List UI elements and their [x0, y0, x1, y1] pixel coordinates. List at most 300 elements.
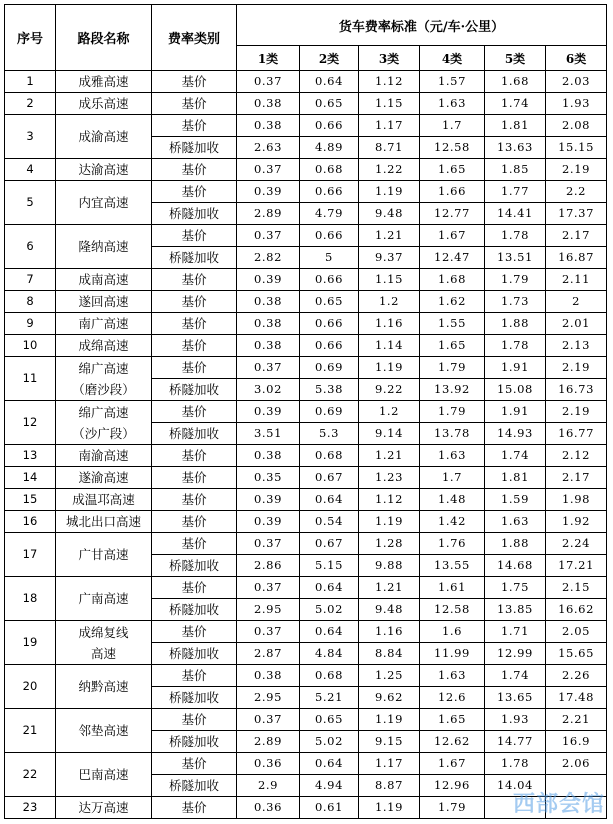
table-row [5, 467, 607, 489]
road-name [56, 159, 152, 181]
fee-type-base: 基价 [152, 753, 237, 775]
rate-cell: 0.36 [237, 797, 300, 819]
rate-cell: 1.85 [485, 159, 546, 181]
rate-cell: 1.67 [420, 753, 485, 775]
rate-cell [546, 797, 607, 819]
road-name [56, 511, 152, 533]
road-name-line-2: 高速 [90, 645, 116, 661]
rate-cell: 0.67 [300, 467, 359, 489]
rate-cell: 0.36 [237, 753, 300, 775]
table-row [5, 115, 607, 137]
rate-cell: 1.12 [359, 71, 420, 93]
rate-cell: 2.2 [546, 181, 607, 203]
header-row [5, 5, 607, 46]
rate-cell: 13.92 [420, 379, 485, 401]
road-name [56, 181, 152, 225]
rate-cell: 1.93 [485, 709, 546, 731]
rate-cell: 2.24 [546, 533, 607, 555]
rate-cell: 2.89 [237, 203, 300, 225]
row-index: 9 [5, 313, 56, 335]
rate-cell: 1.65 [420, 159, 485, 181]
table-row [5, 577, 607, 599]
table-row [5, 71, 607, 93]
rate-cell: 14.93 [485, 423, 546, 445]
rate-cell: 1.81 [485, 115, 546, 137]
rate-cell: 0.38 [237, 115, 300, 137]
rate-cell: 0.64 [300, 489, 359, 511]
rate-cell: 0.39 [237, 489, 300, 511]
rate-cell: 1.63 [420, 665, 485, 687]
row-index: 21 [5, 709, 56, 753]
rate-cell: 2.26 [546, 665, 607, 687]
road-name-line: 纳黔高速 [78, 679, 129, 694]
rate-cell: 1.78 [485, 225, 546, 247]
rate-cell: 0.65 [300, 291, 359, 313]
rate-cell: 1.92 [546, 511, 607, 533]
rate-cell: 12.99 [485, 643, 546, 665]
rate-cell: 0.68 [300, 159, 359, 181]
rate-cell: 1.59 [485, 489, 546, 511]
rate-cell: 12.47 [420, 247, 485, 269]
fee-type-base: 基价 [152, 489, 237, 511]
road-name [56, 467, 152, 489]
row-index: 3 [5, 115, 56, 159]
rate-cell: 0.67 [300, 533, 359, 555]
table-row [5, 665, 607, 687]
rate-cell: 14.68 [485, 555, 546, 577]
rate-cell: 13.55 [420, 555, 485, 577]
rate-cell: 2.9 [237, 775, 300, 797]
row-index: 13 [5, 445, 56, 467]
rate-cell: 1.19 [359, 511, 420, 533]
header-class-4: 4类 [420, 46, 485, 71]
rate-cell: 1.28 [359, 533, 420, 555]
rate-cell: 1.6 [420, 621, 485, 643]
fee-type-base: 基价 [152, 225, 237, 247]
rate-cell: 0.65 [300, 709, 359, 731]
rate-cell: 2.15 [546, 577, 607, 599]
fee-type-bridge: 桥隧加收 [152, 423, 237, 445]
header-class-5: 5类 [485, 46, 546, 71]
rate-cell: 1.15 [359, 269, 420, 291]
table-row [5, 159, 607, 181]
rate-cell: 9.48 [359, 599, 420, 621]
road-name-line: 南渝高速 [78, 448, 129, 463]
rate-cell: 0.66 [300, 181, 359, 203]
fee-type-bridge: 桥隧加收 [152, 731, 237, 753]
rate-cell: 0.66 [300, 335, 359, 357]
rate-cell: 2.63 [237, 137, 300, 159]
rate-cell: 15.65 [546, 643, 607, 665]
rate-cell: 0.38 [237, 313, 300, 335]
rate-cell: 8.84 [359, 643, 420, 665]
rate-cell: 1.55 [420, 313, 485, 335]
rate-cell: 2.19 [546, 357, 607, 379]
fee-type-base: 基价 [152, 709, 237, 731]
rate-cell: 15.15 [546, 137, 607, 159]
fee-type-base: 基价 [152, 621, 237, 643]
rate-cell: 2.08 [546, 115, 607, 137]
table-row [5, 181, 607, 203]
fee-type-base: 基价 [152, 115, 237, 137]
rate-cell: 2.05 [546, 621, 607, 643]
rate-cell: 0.37 [237, 577, 300, 599]
rate-cell: 1.98 [546, 489, 607, 511]
rate-cell: 1.15 [359, 93, 420, 115]
row-index: 17 [5, 533, 56, 577]
fee-type-base: 基价 [152, 181, 237, 203]
rate-cell: 0.37 [237, 533, 300, 555]
rate-cell: 0.66 [300, 313, 359, 335]
fee-type-base: 基价 [152, 467, 237, 489]
road-name [56, 357, 152, 401]
rate-cell: 1.42 [420, 511, 485, 533]
road-name-line: 达渝高速 [78, 162, 129, 177]
rate-cell: 1.91 [485, 401, 546, 423]
rate-cell: 16.77 [546, 423, 607, 445]
rate-cell: 1.76 [420, 533, 485, 555]
rate-cell: 5.15 [300, 555, 359, 577]
road-name-line: 隆纳高速 [78, 239, 129, 254]
road-name [56, 71, 152, 93]
rate-cell: 5.21 [300, 687, 359, 709]
road-name-line: 遂回高速 [78, 294, 129, 309]
rate-cell: 1.63 [420, 445, 485, 467]
rate-cell: 13.63 [485, 137, 546, 159]
fee-type-base: 基价 [152, 269, 237, 291]
rate-cell: 1.67 [420, 225, 485, 247]
rate-cell: 14.04 [485, 775, 546, 797]
rate-cell: 14.41 [485, 203, 546, 225]
rate-cell: 12.58 [420, 137, 485, 159]
rate-cell: 1.79 [485, 269, 546, 291]
rate-cell: 2.13 [546, 335, 607, 357]
rate-cell: 9.37 [359, 247, 420, 269]
road-name [56, 577, 152, 621]
road-name-line: 绵广高速 [78, 360, 129, 376]
fee-type-bridge: 桥隧加收 [152, 643, 237, 665]
fee-type-base: 基价 [152, 335, 237, 357]
rate-cell: 1.81 [485, 467, 546, 489]
road-name-line: 成雅高速 [78, 74, 129, 89]
rate-cell: 17.48 [546, 687, 607, 709]
rate-cell: 0.65 [300, 93, 359, 115]
rate-cell: 0.38 [237, 445, 300, 467]
road-name-line-2: （磨沙段） [72, 381, 135, 397]
rate-cell: 1.79 [420, 357, 485, 379]
rate-cell: 2.01 [546, 313, 607, 335]
rate-cell: 1.74 [485, 665, 546, 687]
road-name [56, 335, 152, 357]
rate-cell: 0.61 [300, 797, 359, 819]
road-name-line-2: （沙广段） [72, 425, 135, 441]
rate-cell: 16.9 [546, 731, 607, 753]
rate-cell: 1.78 [485, 335, 546, 357]
fee-type-bridge: 桥隧加收 [152, 555, 237, 577]
rate-cell: 5.3 [300, 423, 359, 445]
rate-cell: 0.66 [300, 115, 359, 137]
fee-type-bridge: 桥隧加收 [152, 379, 237, 401]
rate-cell: 1.66 [420, 181, 485, 203]
row-index: 23 [5, 797, 56, 819]
rate-cell: 0.37 [237, 71, 300, 93]
road-name-line: 成绵复线 [78, 624, 129, 640]
rate-cell: 1.68 [420, 269, 485, 291]
header-class-3: 3类 [359, 46, 420, 71]
row-index: 11 [5, 357, 56, 401]
rate-cell: 17.21 [546, 555, 607, 577]
rate-cell: 9.48 [359, 203, 420, 225]
table-row [5, 621, 607, 643]
rate-cell: 1.65 [420, 709, 485, 731]
rate-cell: 1.19 [359, 357, 420, 379]
rate-cell: 1.23 [359, 467, 420, 489]
road-name-line: 广甘高速 [78, 547, 129, 562]
rate-cell: 12.96 [420, 775, 485, 797]
fee-type-bridge: 桥隧加收 [152, 137, 237, 159]
rate-cell: 1.12 [359, 489, 420, 511]
rate-cell: 0.38 [237, 93, 300, 115]
table-row [5, 489, 607, 511]
watermark-logo: 西部会馆 [512, 792, 605, 817]
header-rate-group: 货车费率标准（元/车·公里） [237, 5, 607, 46]
rate-cell: 1.57 [420, 71, 485, 93]
rate-cell: 1.16 [359, 313, 420, 335]
header-fee-type: 费率类别 [152, 5, 237, 71]
rate-cell: 1.78 [485, 753, 546, 775]
row-index: 16 [5, 511, 56, 533]
row-index: 6 [5, 225, 56, 269]
fee-type-bridge: 桥隧加收 [152, 247, 237, 269]
rate-cell: 1.21 [359, 577, 420, 599]
road-name-line: 遂渝高速 [78, 470, 129, 485]
fee-type-base: 基价 [152, 577, 237, 599]
road-name-line: 成乐高速 [78, 96, 129, 111]
rate-cell: 12.58 [420, 599, 485, 621]
row-index: 22 [5, 753, 56, 797]
row-index: 4 [5, 159, 56, 181]
rate-cell: 0.69 [300, 401, 359, 423]
table-row [5, 335, 607, 357]
rate-cell: 4.84 [300, 643, 359, 665]
row-index: 19 [5, 621, 56, 665]
rate-cell: 1.7 [420, 115, 485, 137]
rate-cell: 13.65 [485, 687, 546, 709]
truck-toll-rate-table [4, 4, 607, 819]
table-row [5, 291, 607, 313]
rate-cell: 2.19 [546, 401, 607, 423]
rate-cell: 2.95 [237, 599, 300, 621]
rate-cell: 1.7 [420, 467, 485, 489]
rate-cell: 2.19 [546, 159, 607, 181]
rate-cell: 1.63 [485, 511, 546, 533]
rate-cell: 0.38 [237, 291, 300, 313]
table-row [5, 511, 607, 533]
rate-cell: 1.21 [359, 225, 420, 247]
rate-cell [546, 775, 607, 797]
rate-cell: 0.39 [237, 401, 300, 423]
road-name [56, 269, 152, 291]
rate-cell: 13.78 [420, 423, 485, 445]
road-name [56, 665, 152, 709]
fee-type-bridge: 桥隧加收 [152, 599, 237, 621]
fee-type-base: 基价 [152, 797, 237, 819]
row-index: 15 [5, 489, 56, 511]
fee-type-base: 基价 [152, 533, 237, 555]
road-name-line: 广南高速 [78, 591, 129, 606]
rate-cell: 0.68 [300, 445, 359, 467]
rate-cell: 2.17 [546, 225, 607, 247]
rate-cell: 0.35 [237, 467, 300, 489]
rate-cell: 12.6 [420, 687, 485, 709]
row-index: 2 [5, 93, 56, 115]
fee-type-base: 基价 [152, 159, 237, 181]
rate-cell: 5 [300, 247, 359, 269]
rate-cell: 1.19 [359, 181, 420, 203]
rate-cell: 15.08 [485, 379, 546, 401]
road-name [56, 313, 152, 335]
rate-cell: 4.79 [300, 203, 359, 225]
road-name [56, 533, 152, 577]
table-row [5, 797, 607, 819]
rate-cell: 1.74 [485, 445, 546, 467]
road-name-line: 邻垫高速 [78, 723, 129, 738]
road-name [56, 797, 152, 819]
header-road-name: 路段名称 [56, 5, 152, 71]
rate-cell: 1.79 [420, 797, 485, 819]
rate-cell: 8.71 [359, 137, 420, 159]
rate-cell: 1.25 [359, 665, 420, 687]
rate-cell: 1.2 [359, 401, 420, 423]
road-name [56, 489, 152, 511]
rate-cell: 14.77 [485, 731, 546, 753]
rate-cell [485, 797, 546, 819]
rate-cell: 9.62 [359, 687, 420, 709]
road-name-line: 成南高速 [78, 272, 129, 287]
header-index: 序号 [5, 5, 56, 71]
road-name-line: 绵广高速 [78, 404, 129, 420]
rate-cell: 0.66 [300, 269, 359, 291]
rate-cell: 9.14 [359, 423, 420, 445]
rate-cell: 13.85 [485, 599, 546, 621]
rate-cell: 0.37 [237, 709, 300, 731]
road-name [56, 401, 152, 445]
rate-cell: 9.88 [359, 555, 420, 577]
rate-cell: 13.51 [485, 247, 546, 269]
row-index: 18 [5, 577, 56, 621]
rate-cell: 2.11 [546, 269, 607, 291]
rate-cell: 0.37 [237, 357, 300, 379]
rate-cell: 5.02 [300, 599, 359, 621]
table-row [5, 269, 607, 291]
rate-cell: 1.22 [359, 159, 420, 181]
road-name-line: 成渝高速 [78, 129, 129, 144]
fee-type-base: 基价 [152, 445, 237, 467]
rate-cell: 0.37 [237, 159, 300, 181]
rate-cell: 0.39 [237, 269, 300, 291]
rate-cell: 12.62 [420, 731, 485, 753]
rate-cell: 1.17 [359, 115, 420, 137]
fee-type-base: 基价 [152, 357, 237, 379]
fee-type-base: 基价 [152, 93, 237, 115]
rate-cell: 1.79 [420, 401, 485, 423]
rate-cell: 1.63 [420, 93, 485, 115]
rate-cell: 1.21 [359, 445, 420, 467]
header-class-6: 6类 [546, 46, 607, 71]
road-name [56, 115, 152, 159]
rate-cell: 17.37 [546, 203, 607, 225]
rate-cell: 5.38 [300, 379, 359, 401]
road-name-line: 巴南高速 [78, 767, 129, 782]
rate-cell: 1.68 [485, 71, 546, 93]
fee-type-base: 基价 [152, 401, 237, 423]
rate-cell: 0.66 [300, 225, 359, 247]
rate-cell: 16.62 [546, 599, 607, 621]
rate-cell: 1.88 [485, 533, 546, 555]
rate-cell: 1.65 [420, 335, 485, 357]
rate-cell: 2.89 [237, 731, 300, 753]
road-name [56, 225, 152, 269]
table-row [5, 313, 607, 335]
road-name [56, 753, 152, 797]
rate-cell: 16.73 [546, 379, 607, 401]
rate-cell: 1.17 [359, 753, 420, 775]
rate-cell: 9.15 [359, 731, 420, 753]
rate-cell: 2.82 [237, 247, 300, 269]
rate-cell: 1.91 [485, 357, 546, 379]
road-name [56, 93, 152, 115]
row-index: 20 [5, 665, 56, 709]
road-name [56, 291, 152, 313]
rate-cell: 3.02 [237, 379, 300, 401]
rate-cell: 1.74 [485, 93, 546, 115]
table-row [5, 225, 607, 247]
rate-cell: 1.2 [359, 291, 420, 313]
rate-cell: 2.06 [546, 753, 607, 775]
rate-cell: 0.39 [237, 181, 300, 203]
rate-cell: 16.87 [546, 247, 607, 269]
table-row [5, 401, 607, 423]
rate-cell: 0.64 [300, 71, 359, 93]
rate-cell: 4.89 [300, 137, 359, 159]
rate-cell: 0.64 [300, 753, 359, 775]
rate-cell: 3.51 [237, 423, 300, 445]
rate-cell: 0.37 [237, 621, 300, 643]
road-name-line: 南广高速 [78, 316, 129, 331]
fee-type-base: 基价 [152, 665, 237, 687]
table-body [5, 71, 607, 819]
rate-cell: 1.71 [485, 621, 546, 643]
road-name-line: 达万高速 [78, 800, 129, 815]
rate-cell: 1.19 [359, 797, 420, 819]
header-class-2: 2类 [300, 46, 359, 71]
header-class-1: 1类 [237, 46, 300, 71]
rate-cell: 11.99 [420, 643, 485, 665]
rate-cell: 2.87 [237, 643, 300, 665]
rate-cell: 2 [546, 291, 607, 313]
table-row [5, 357, 607, 379]
road-name [56, 709, 152, 753]
row-index: 1 [5, 71, 56, 93]
rate-cell: 2.12 [546, 445, 607, 467]
rate-cell: 0.54 [300, 511, 359, 533]
fee-type-bridge: 桥隧加收 [152, 775, 237, 797]
road-name-line: 城北出口高速 [65, 514, 141, 529]
rate-cell: 2.21 [546, 709, 607, 731]
rate-cell: 1.73 [485, 291, 546, 313]
rate-cell: 0.68 [300, 665, 359, 687]
fee-type-base: 基价 [152, 511, 237, 533]
